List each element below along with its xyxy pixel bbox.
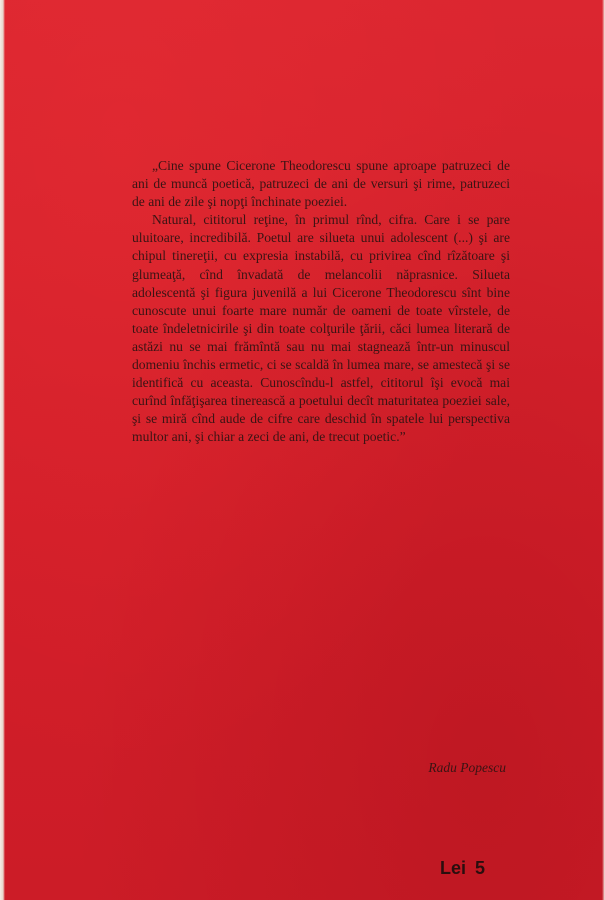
price-label: Lei 5 bbox=[440, 858, 486, 878]
quote-author: Radu Popescu bbox=[428, 760, 506, 775]
page-edge-left bbox=[0, 0, 5, 900]
quote-paragraph-1: „Cine spune Cicerone Theodorescu spune aproape patruzeci de ani de muncă poetică, patruzeci de ani de versuri şi rime, patruzeci de ani de zile şi nopţi închinate poeziei. bbox=[132, 158, 510, 210]
quote-block bbox=[132, 157, 510, 447]
quote-paragraph-2: Natural, cititorul reţine, în primul rînd, cifra. Care i se pare uluitoare, incredibilă. Poetul are silueta unui adolescent (...) şi are chipul tinereţii, cu expresia instabilă, cu privirea cînd rîzătoare şi glumeaţă, cînd învadată de melancolii năprasnice. Silueta adolescentă şi figura juvenilă a lui Cicerone Theodorescu sînt bine cunoscute unui foarte mare număr de oameni de toate vîrstele, de toate îndeletnicirile şi din toate colţurile ţării, căci lumea literară de astăzi nu se mai frămîntă sau nu mai stagnează într-un minuscul domeniu închis ermetic, ci se scaldă în lumea mare, se amestecă şi se identifică cu aceasta. Cunoscîndu-l astfel, cititorul îşi evocă mai curînd înfăţişarea tinerească a poetului decît maturitatea poeziei sale, şi se miră cînd aude de cifre care deschid în spatele lui perspectiva multor ani, şi chiar a zeci de ani, de trecut poetic.” bbox=[132, 212, 510, 445]
